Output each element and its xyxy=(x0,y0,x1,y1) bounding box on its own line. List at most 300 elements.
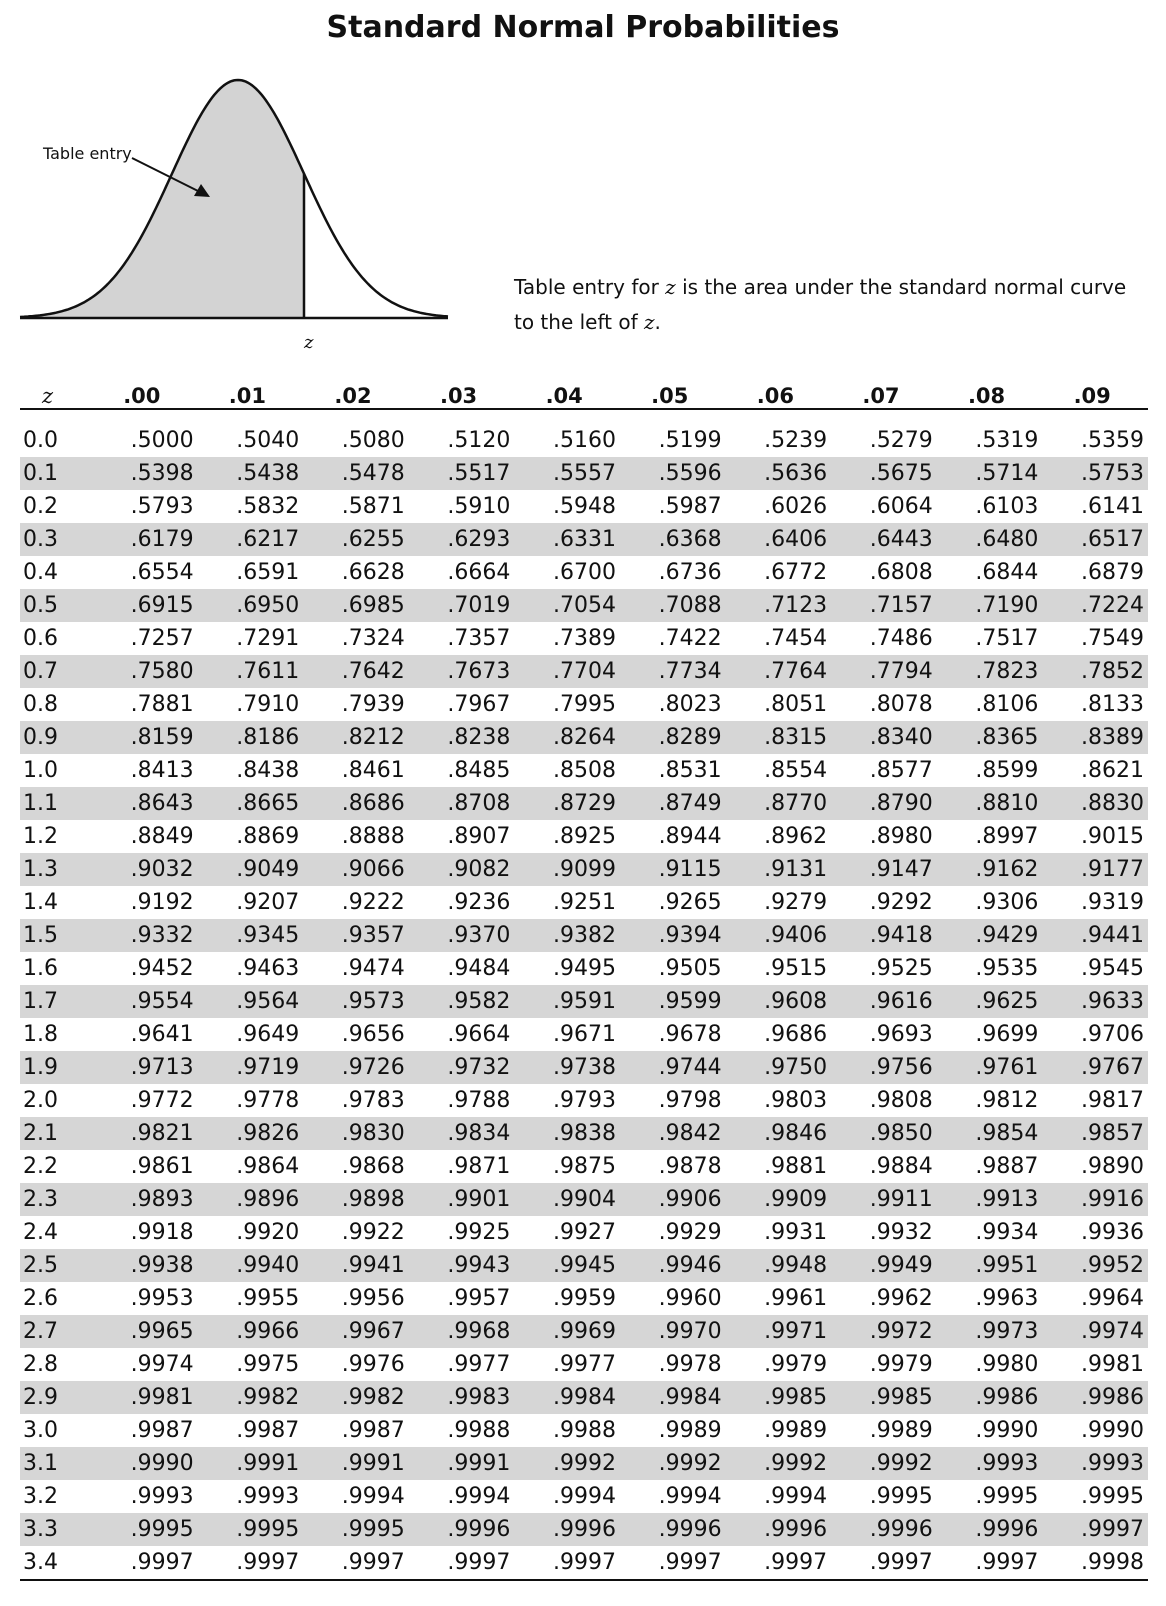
probability-cell: .9962 xyxy=(869,1286,933,1311)
probability-cell: .9821 xyxy=(92,1117,198,1150)
probability-cell: .7852 xyxy=(1042,655,1148,688)
probability-cell: .9970 xyxy=(620,1315,726,1348)
probability-cell: .9207 xyxy=(236,890,300,915)
probability-cell: .9767 xyxy=(1042,1051,1148,1084)
probability-cell: .9830 xyxy=(303,1117,409,1150)
table-row xyxy=(20,424,1148,457)
probability-cell: .9985 xyxy=(831,1381,937,1414)
probability-cell: .9846 xyxy=(726,1117,832,1150)
probability-cell: .9699 xyxy=(975,1022,1039,1047)
probability-cell: .9977 xyxy=(552,1352,616,1377)
probability-cell: .7157 xyxy=(831,589,937,622)
probability-cell: .9952 xyxy=(1042,1249,1148,1282)
probability-cell: .9960 xyxy=(658,1286,722,1311)
probability-cell: .9429 xyxy=(937,919,1043,952)
probability-cell: .9842 xyxy=(620,1117,726,1150)
probability-cell: .9993 xyxy=(937,1447,1043,1480)
z-value-cell: 2.4 xyxy=(23,1220,58,1245)
probability-cell: .9826 xyxy=(198,1117,304,1150)
probability-cell: .9995 xyxy=(198,1513,304,1546)
probability-cell: .9564 xyxy=(198,985,304,1018)
probability-cell: .5160 xyxy=(552,428,616,453)
probability-cell: .9925 xyxy=(447,1220,511,1245)
probability-cell: .9993 xyxy=(236,1484,300,1509)
probability-cell: .6915 xyxy=(92,589,198,622)
probability-cell: .9871 xyxy=(447,1154,511,1179)
probability-cell: .8849 xyxy=(130,824,194,849)
probability-cell: .9678 xyxy=(658,1022,722,1047)
probability-cell: .8106 xyxy=(975,692,1039,717)
probability-cell: .8078 xyxy=(869,692,933,717)
probability-cell: .8907 xyxy=(447,824,511,849)
probability-cell: .9996 xyxy=(831,1513,937,1546)
probability-cell: .9969 xyxy=(514,1315,620,1348)
probability-cell: .9861 xyxy=(130,1154,194,1179)
z-axis-label: z xyxy=(304,332,314,353)
probability-cell: .8962 xyxy=(764,824,828,849)
probability-cell: .9972 xyxy=(831,1315,937,1348)
probability-cell: .9996 xyxy=(409,1513,515,1546)
probability-cell: .6628 xyxy=(341,560,405,585)
table-row xyxy=(20,721,1148,754)
probability-cell: .9812 xyxy=(975,1088,1039,1113)
probability-cell: .5987 xyxy=(658,494,722,519)
probability-cell: .9990 xyxy=(1081,1418,1144,1443)
table-row xyxy=(20,589,1148,622)
probability-cell: .7019 xyxy=(409,589,515,622)
probability-cell: .6664 xyxy=(447,560,511,585)
probability-cell: .6554 xyxy=(130,560,194,585)
description-line-2: to the left of z. xyxy=(514,310,661,334)
probability-cell: .9463 xyxy=(236,956,300,981)
probability-cell: .7454 xyxy=(764,626,828,651)
probability-cell: .9798 xyxy=(658,1088,722,1113)
z-value-cell: 2.7 xyxy=(20,1315,92,1348)
probability-cell: .6517 xyxy=(1042,523,1148,556)
probability-cell: .8212 xyxy=(303,721,409,754)
probability-cell: .8340 xyxy=(831,721,937,754)
probability-cell: .5080 xyxy=(341,428,405,453)
probability-cell: .9982 xyxy=(303,1381,409,1414)
probability-cell: .6808 xyxy=(869,560,933,585)
probability-cell: .9979 xyxy=(764,1352,828,1377)
probability-cell: .7257 xyxy=(130,626,194,651)
probability-cell: .9788 xyxy=(447,1088,511,1113)
probability-cell: .7734 xyxy=(620,655,726,688)
probability-cell: .7794 xyxy=(831,655,937,688)
z-value-cell: 1.5 xyxy=(20,919,92,952)
probability-cell: .9913 xyxy=(937,1183,1043,1216)
z-value-cell: 1.7 xyxy=(20,985,92,1018)
probability-cell: .9977 xyxy=(447,1352,511,1377)
probability-cell: .7995 xyxy=(552,692,616,717)
z-value-cell: 0.4 xyxy=(23,560,58,585)
probability-cell: .9974 xyxy=(1042,1315,1148,1348)
probability-cell: .7389 xyxy=(552,626,616,651)
probability-cell: .9834 xyxy=(409,1117,515,1150)
probability-cell: .9890 xyxy=(1081,1154,1144,1179)
probability-cell: .8531 xyxy=(658,758,722,783)
table-row xyxy=(20,457,1148,490)
z-value-cell: 1.1 xyxy=(20,787,92,820)
z-value-cell: 2.3 xyxy=(20,1183,92,1216)
probability-cell: .9418 xyxy=(831,919,937,952)
table-row xyxy=(20,952,1148,985)
probability-cell: .9991 xyxy=(198,1447,304,1480)
table-row xyxy=(20,1018,1148,1051)
table-row xyxy=(20,1084,1148,1117)
probability-cell: .5636 xyxy=(726,457,832,490)
probability-cell: .9994 xyxy=(341,1484,405,1509)
normal-curve-figure xyxy=(0,60,480,360)
probability-cell: .5832 xyxy=(236,494,300,519)
probability-cell: .9992 xyxy=(726,1447,832,1480)
probability-cell: .9961 xyxy=(764,1286,828,1311)
probability-cell: .9793 xyxy=(552,1088,616,1113)
probability-cell: .9920 xyxy=(236,1220,300,1245)
probability-cell: .9778 xyxy=(236,1088,300,1113)
z-value-cell: 3.4 xyxy=(20,1546,92,1580)
probability-cell: .9750 xyxy=(726,1051,832,1084)
probability-cell: .7517 xyxy=(975,626,1039,651)
table-row xyxy=(20,985,1148,1018)
table-row xyxy=(20,1117,1148,1150)
probability-cell: .9996 xyxy=(620,1513,726,1546)
probability-cell: .9953 xyxy=(130,1286,194,1311)
probability-cell: .5398 xyxy=(92,457,198,490)
z-value-cell: 3.0 xyxy=(23,1418,58,1443)
probability-cell: .9918 xyxy=(130,1220,194,1245)
probability-cell: .9955 xyxy=(236,1286,300,1311)
probability-cell: .9916 xyxy=(1042,1183,1148,1216)
z-value-cell: 0.0 xyxy=(23,428,58,453)
probability-cell: .6368 xyxy=(620,523,726,556)
probability-cell: .9756 xyxy=(831,1051,937,1084)
probability-cell: .9995 xyxy=(92,1513,198,1546)
z-value-cell: 1.3 xyxy=(20,853,92,886)
probability-cell: .8186 xyxy=(198,721,304,754)
probability-cell: .9943 xyxy=(409,1249,515,1282)
probability-cell: .9997 xyxy=(937,1546,1043,1580)
z-value-cell: 0.2 xyxy=(23,494,58,519)
probability-cell: .9726 xyxy=(303,1051,409,1084)
probability-cell: .9817 xyxy=(1081,1088,1144,1113)
probability-cell: .8944 xyxy=(658,824,722,849)
probability-cell: .9986 xyxy=(937,1381,1043,1414)
probability-cell: .9992 xyxy=(620,1447,726,1480)
probability-cell: .9656 xyxy=(341,1022,405,1047)
probability-cell: .8289 xyxy=(620,721,726,754)
probability-cell: .9997 xyxy=(514,1546,620,1580)
probability-cell: .6950 xyxy=(198,589,304,622)
probability-cell: .8577 xyxy=(869,758,933,783)
probability-cell: .7881 xyxy=(130,692,194,717)
table-row xyxy=(20,1480,1148,1513)
probability-cell: .9946 xyxy=(620,1249,726,1282)
probability-cell: .9573 xyxy=(303,985,409,1018)
table-row xyxy=(20,787,1148,820)
probability-cell: .7939 xyxy=(341,692,405,717)
probability-cell: .8925 xyxy=(552,824,616,849)
table-row xyxy=(20,1150,1148,1183)
table-row xyxy=(20,622,1148,655)
description-line-1: Table entry for z is the area under the standard normal curve xyxy=(514,275,1127,299)
probability-cell: .9988 xyxy=(552,1418,616,1443)
probability-cell: .9932 xyxy=(869,1220,933,1245)
probability-cell: .9495 xyxy=(552,956,616,981)
probability-cell: .9441 xyxy=(1042,919,1148,952)
probability-cell: .9147 xyxy=(831,853,937,886)
probability-cell: .9936 xyxy=(1081,1220,1144,1245)
probability-cell: .9983 xyxy=(409,1381,515,1414)
column-header: .04 xyxy=(514,368,620,409)
z-value-cell: 1.8 xyxy=(23,1022,58,1047)
probability-cell: .6255 xyxy=(303,523,409,556)
probability-cell: .9931 xyxy=(764,1220,828,1245)
probability-cell: .8686 xyxy=(303,787,409,820)
table-row xyxy=(20,1315,1148,1348)
probability-cell: .9857 xyxy=(1042,1117,1148,1150)
probability-cell: .9693 xyxy=(869,1022,933,1047)
probability-cell: .9906 xyxy=(620,1183,726,1216)
probability-cell: .9515 xyxy=(764,956,828,981)
probability-cell: .7580 xyxy=(92,655,198,688)
probability-cell: .9987 xyxy=(236,1418,300,1443)
table-row xyxy=(20,754,1148,787)
z-value-cell: 0.9 xyxy=(20,721,92,754)
probability-cell: .8665 xyxy=(198,787,304,820)
z-value-cell: 3.1 xyxy=(20,1447,92,1480)
probability-cell: .9998 xyxy=(1042,1546,1148,1580)
probability-cell: .9319 xyxy=(1081,890,1144,915)
z-value-cell: 2.9 xyxy=(20,1381,92,1414)
probability-cell: .9850 xyxy=(831,1117,937,1150)
probability-cell: .9938 xyxy=(92,1249,198,1282)
probability-cell: .9345 xyxy=(198,919,304,952)
probability-cell: .5319 xyxy=(975,428,1039,453)
probability-cell: .9162 xyxy=(937,853,1043,886)
probability-cell: .7088 xyxy=(620,589,726,622)
probability-cell: .9911 xyxy=(831,1183,937,1216)
probability-cell: .5753 xyxy=(1042,457,1148,490)
probability-cell: .9929 xyxy=(658,1220,722,1245)
probability-cell: .9732 xyxy=(409,1051,515,1084)
probability-cell: .8389 xyxy=(1042,721,1148,754)
z-value-cell: 1.4 xyxy=(23,890,58,915)
probability-cell: .9394 xyxy=(620,919,726,952)
probability-cell: .5438 xyxy=(198,457,304,490)
probability-cell: .9332 xyxy=(92,919,198,952)
probability-cell: .9192 xyxy=(130,890,194,915)
probability-cell: .9956 xyxy=(341,1286,405,1311)
table-row xyxy=(20,490,1148,523)
probability-cell: .7123 xyxy=(726,589,832,622)
probability-cell: .7224 xyxy=(1042,589,1148,622)
probability-cell: .7642 xyxy=(303,655,409,688)
probability-cell: .8810 xyxy=(937,787,1043,820)
probability-cell: .9279 xyxy=(764,890,828,915)
probability-cell: .9997 xyxy=(1042,1513,1148,1546)
probability-cell: .9945 xyxy=(514,1249,620,1282)
probability-cell: .7704 xyxy=(514,655,620,688)
probability-cell: .9996 xyxy=(726,1513,832,1546)
probability-cell: .9993 xyxy=(130,1484,194,1509)
z-value-cell: 2.1 xyxy=(20,1117,92,1150)
probability-cell: .7054 xyxy=(514,589,620,622)
z-value-cell: 2.2 xyxy=(23,1154,58,1179)
probability-cell: .9357 xyxy=(303,919,409,952)
probability-cell: .9706 xyxy=(1081,1022,1144,1047)
probability-cell: .5478 xyxy=(303,457,409,490)
probability-cell: .9535 xyxy=(975,956,1039,981)
probability-cell: .8413 xyxy=(130,758,194,783)
table-row xyxy=(20,655,1148,688)
probability-cell: .7422 xyxy=(658,626,722,651)
table-row xyxy=(20,1051,1148,1084)
probability-cell: .9803 xyxy=(764,1088,828,1113)
probability-cell: .9898 xyxy=(303,1183,409,1216)
probability-cell: .9995 xyxy=(975,1484,1039,1509)
z-value-cell: 0.7 xyxy=(20,655,92,688)
probability-cell: .8888 xyxy=(341,824,405,849)
probability-cell: .6103 xyxy=(975,494,1039,519)
probability-cell: .6141 xyxy=(1081,494,1144,519)
probability-cell: .9599 xyxy=(620,985,726,1018)
probability-cell: .9545 xyxy=(1081,956,1144,981)
probability-cell: .8264 xyxy=(514,721,620,754)
table-header-row xyxy=(20,368,1148,409)
probability-cell: .5040 xyxy=(236,428,300,453)
probability-cell: .5239 xyxy=(764,428,828,453)
probability-cell: .9554 xyxy=(92,985,198,1018)
probability-cell: .8830 xyxy=(1042,787,1148,820)
probability-cell: .9995 xyxy=(303,1513,409,1546)
probability-cell: .9633 xyxy=(1042,985,1148,1018)
probability-cell: .9940 xyxy=(198,1249,304,1282)
probability-cell: .6331 xyxy=(514,523,620,556)
probability-table xyxy=(20,368,1148,1581)
table-row xyxy=(20,919,1148,952)
probability-cell: .8508 xyxy=(552,758,616,783)
probability-cell: .5120 xyxy=(447,428,511,453)
probability-cell: .8133 xyxy=(1081,692,1144,717)
probability-cell: .9115 xyxy=(620,853,726,886)
probability-cell: .9959 xyxy=(552,1286,616,1311)
probability-cell: .5596 xyxy=(620,457,726,490)
probability-cell: .9975 xyxy=(236,1352,300,1377)
probability-cell: .9991 xyxy=(303,1447,409,1480)
column-header: .08 xyxy=(937,368,1043,409)
probability-cell: .9649 xyxy=(236,1022,300,1047)
probability-cell: .9582 xyxy=(409,985,515,1018)
probability-cell: .9265 xyxy=(658,890,722,915)
column-header: .03 xyxy=(409,368,515,409)
probability-cell: .9941 xyxy=(303,1249,409,1282)
probability-cell: .8708 xyxy=(409,787,515,820)
probability-cell: .7910 xyxy=(236,692,300,717)
probability-cell: .9994 xyxy=(658,1484,722,1509)
probability-cell: .7764 xyxy=(726,655,832,688)
probability-cell: .6879 xyxy=(1081,560,1144,585)
probability-cell: .6293 xyxy=(409,523,515,556)
probability-cell: .9981 xyxy=(1081,1352,1144,1377)
probability-cell: .9761 xyxy=(937,1051,1043,1084)
probability-cell: .9625 xyxy=(937,985,1043,1018)
probability-cell: .9306 xyxy=(975,890,1039,915)
probability-cell: .8485 xyxy=(447,758,511,783)
probability-cell: .9222 xyxy=(341,890,405,915)
probability-cell: .8159 xyxy=(92,721,198,754)
probability-cell: .9989 xyxy=(764,1418,828,1443)
probability-cell: .9996 xyxy=(514,1513,620,1546)
table-row xyxy=(20,886,1148,919)
probability-cell: .9838 xyxy=(514,1117,620,1150)
probability-cell: .8599 xyxy=(975,758,1039,783)
column-header: .09 xyxy=(1042,368,1148,409)
column-header: .02 xyxy=(303,368,409,409)
column-header: .07 xyxy=(831,368,937,409)
column-header-z: z xyxy=(20,368,92,409)
table-description xyxy=(514,270,1154,340)
probability-cell: .8729 xyxy=(514,787,620,820)
probability-cell: .9382 xyxy=(514,919,620,952)
probability-cell: .9864 xyxy=(236,1154,300,1179)
probability-cell: .8365 xyxy=(937,721,1043,754)
table-row xyxy=(20,556,1148,589)
probability-cell: .9292 xyxy=(869,890,933,915)
table-row xyxy=(20,1414,1148,1447)
probability-cell: .5714 xyxy=(937,457,1043,490)
probability-cell: .7324 xyxy=(341,626,405,651)
probability-cell: .9990 xyxy=(92,1447,198,1480)
probability-cell: .6064 xyxy=(869,494,933,519)
probability-cell: .9452 xyxy=(130,956,194,981)
probability-cell: .7611 xyxy=(198,655,304,688)
probability-cell: .9049 xyxy=(198,853,304,886)
probability-cell: .6026 xyxy=(764,494,828,519)
probability-cell: .7291 xyxy=(236,626,300,651)
probability-cell: .9948 xyxy=(726,1249,832,1282)
probability-cell: .6736 xyxy=(658,560,722,585)
column-header: .00 xyxy=(92,368,198,409)
probability-cell: .9887 xyxy=(975,1154,1039,1179)
probability-cell: .9881 xyxy=(764,1154,828,1179)
column-header: .01 xyxy=(198,368,304,409)
probability-cell: .7357 xyxy=(447,626,511,651)
table-row xyxy=(20,688,1148,721)
probability-cell: .6985 xyxy=(303,589,409,622)
probability-cell: .9994 xyxy=(447,1484,511,1509)
probability-cell: .9808 xyxy=(869,1088,933,1113)
probability-cell: .8051 xyxy=(764,692,828,717)
probability-cell: .9994 xyxy=(552,1484,616,1509)
probability-cell: .8980 xyxy=(869,824,933,849)
probability-cell: .9854 xyxy=(937,1117,1043,1150)
probability-cell: .9997 xyxy=(92,1546,198,1580)
table-row xyxy=(20,523,1148,556)
probability-cell: .9015 xyxy=(1081,824,1144,849)
z-value-cell: 0.5 xyxy=(20,589,92,622)
probability-cell: .7823 xyxy=(937,655,1043,688)
probability-cell: .9984 xyxy=(620,1381,726,1414)
probability-cell: .9927 xyxy=(552,1220,616,1245)
probability-cell: .5279 xyxy=(869,428,933,453)
probability-cell: .7549 xyxy=(1081,626,1144,651)
probability-cell: .7486 xyxy=(869,626,933,651)
probability-cell: .9904 xyxy=(514,1183,620,1216)
column-header: .06 xyxy=(726,368,832,409)
probability-cell: .9993 xyxy=(1042,1447,1148,1480)
